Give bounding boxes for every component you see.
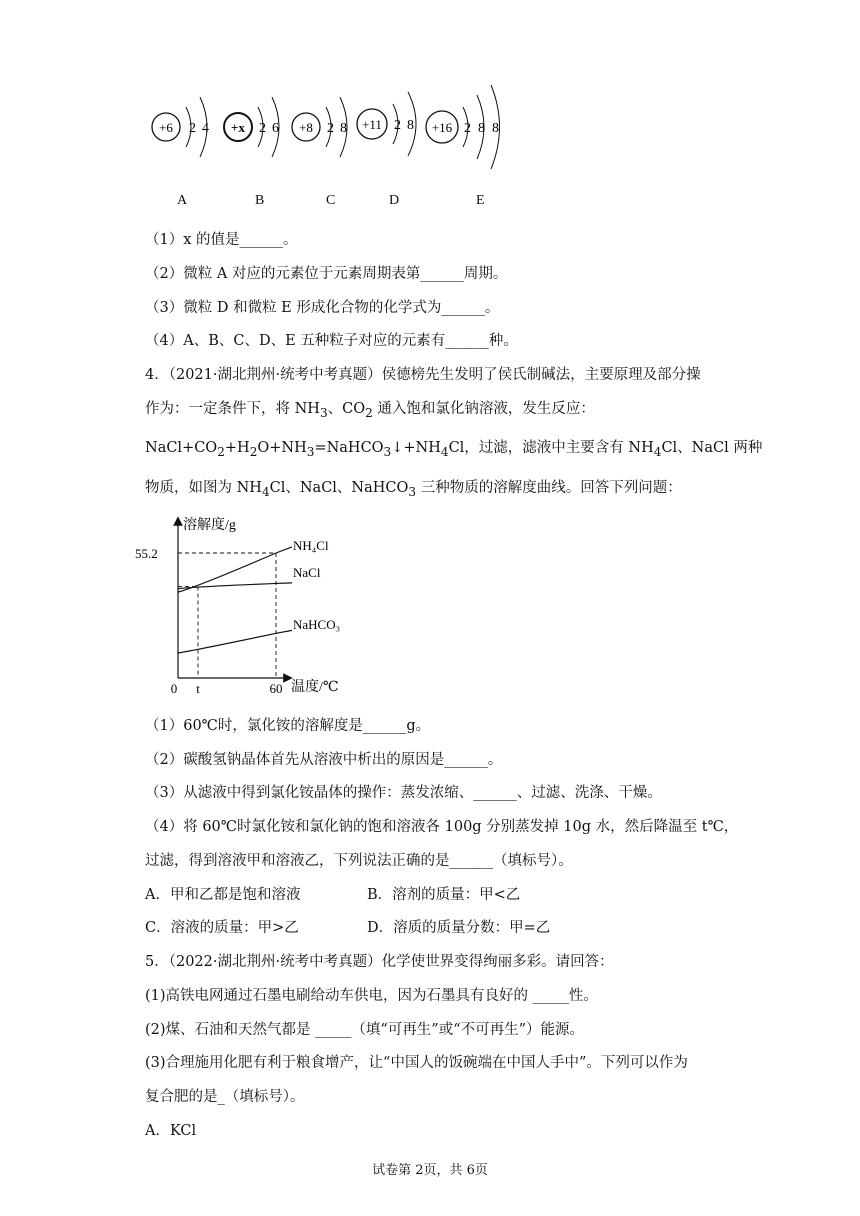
y-tick-55: 55.2 <box>135 546 158 561</box>
series-label-nh4cl: NH₄Cl <box>293 538 329 553</box>
atom-e-nucleus: +16 <box>431 120 453 135</box>
atom-d-shell-1: 2 <box>394 118 401 133</box>
atom-a-shell-1: 2 <box>189 121 196 136</box>
solubility-chart <box>135 513 380 708</box>
atom-c-shell-2: 8 <box>340 121 347 136</box>
atom-a-shell-2: 4 <box>202 121 209 136</box>
q4-sub-4: （4）将 60℃时氯化铵和氯化钠的饱和溶液各 100g 分别蒸发掉 10g 水，然后降温至 t℃， <box>145 819 739 835</box>
q5-line-4: 复合肥的是_（填标号）。 <box>145 1089 305 1105</box>
q5-intro: 5．（2022·湖北荆州·统考中考真题）化学使世界变得绚丽多彩。请回答： <box>145 954 614 970</box>
q4-sub-1: （1）60℃时，氯化铵的溶解度是______g。 <box>145 718 431 734</box>
nahco3-curve <box>178 630 292 653</box>
atom-label-a: A <box>177 193 188 208</box>
page-footer: 试卷第 2页，共 6页 <box>372 1163 488 1178</box>
atom-label-c: C <box>326 193 336 208</box>
q4-option-d: D．溶质的质量分数：甲=乙 <box>367 920 551 936</box>
atom-b-nucleus: +x <box>231 120 245 135</box>
q4-equation: $NaCl+CO_2+H_2O+NH_3=NaHCO_3↓+NH_4Cl$，过滤，滤液中主要含有 $NH_4Cl$、NaCl 两种 <box>145 440 763 459</box>
atom-structure-diagrams <box>140 82 520 217</box>
atom-b-shell-1: 2 <box>259 121 266 136</box>
atom-a-nucleus: +6 <box>159 120 173 135</box>
q3-sub-4: （4）A、B、C、D、E 五种粒子对应的元素有______种。 <box>145 333 518 349</box>
q4-sub-4-cont: 过滤，得到溶液甲和溶液乙，下列说法正确的是______（填标号）。 <box>145 853 573 869</box>
q3-sub-2: （2）微粒 A 对应的元素位于元素周期表第______周期。 <box>145 266 508 282</box>
atom-d-nucleus: +11 <box>362 117 382 132</box>
atom-d-shell-2: 8 <box>407 118 414 133</box>
atom-b <box>224 97 279 157</box>
q5-line-3: (3)合理施用化肥有利于粮食增产，让“中国人的饭碗端在中国人手中”。下列可以作为 <box>145 1055 688 1071</box>
atom-e-shell-2: 8 <box>478 121 485 136</box>
q4-option-c: C．溶液的质量：甲>乙 <box>145 920 299 936</box>
atom-label-b: B <box>255 193 265 208</box>
atom-e-shell-3: 8 <box>492 121 499 136</box>
atom-d <box>357 92 416 156</box>
series-label-nacl: NaCl <box>293 565 321 580</box>
y-axis-label: 溶解度/g <box>183 518 236 533</box>
series-label-nahco3: NaHCO₃ <box>293 617 341 632</box>
q4-sub-3: （3）从滤液中得到氯化铵晶体的操作：蒸发浓缩、______、过滤、洗涤、干燥。 <box>145 785 662 801</box>
q5-line-1: (1)高铁电网通过石墨电刷给动车供电，因为石墨具有良好的 _____性。 <box>145 988 598 1004</box>
atom-c <box>292 97 347 157</box>
q3-sub-1: （1）x 的值是______。 <box>145 232 298 248</box>
q3-sub-3: （3）微粒 D 和微粒 E 形成化合物的化学式为______。 <box>145 300 500 316</box>
q4-intro-3: 物质，如图为 $NH_4Cl$、NaCl、NaHCO$_3$ 三种物质的溶解度曲线。回答下列问题： <box>145 480 682 499</box>
atom-b-shell-2: 6 <box>272 121 279 136</box>
atom-e <box>426 85 500 169</box>
x-tick-60: 60 <box>269 681 283 696</box>
q4-option-a: A．甲和乙都是饱和溶液 <box>145 887 301 903</box>
atom-label-d: D <box>389 193 400 208</box>
atom-e-shell-1: 2 <box>464 121 471 136</box>
x-tick-t: t <box>196 681 200 696</box>
q4-option-b: B．溶剂的质量：甲<乙 <box>367 887 521 903</box>
x-tick-0: 0 <box>170 681 178 696</box>
solubility-chart-svg <box>135 513 380 708</box>
q4-intro-2: 作为：一定条件下，将 $NH_3$、$CO_2$ 通入饱和氯化钠溶液，发生反应： <box>145 401 595 420</box>
atom-a <box>152 97 209 157</box>
atom-c-nucleus: +8 <box>299 120 313 135</box>
atom-c-shell-1: 2 <box>327 121 334 136</box>
q4-intro-1: 4．（2021·湖北荆州·统考中考真题）侯德榜先生发明了侯氏制碱法，主要原理及部分操 <box>145 367 701 383</box>
x-axis-label: 温度/℃ <box>291 680 339 695</box>
q5-option-a: A．KCl <box>145 1123 197 1139</box>
atom-label-e: E <box>476 193 485 208</box>
q5-line-2: (2)煤、石油和天然气都是 _____（填“可再生”或“不可再生”）能源。 <box>145 1022 585 1038</box>
q4-sub-2: （2）碳酸氢钠晶体首先从溶液中析出的原因是______。 <box>145 752 503 768</box>
